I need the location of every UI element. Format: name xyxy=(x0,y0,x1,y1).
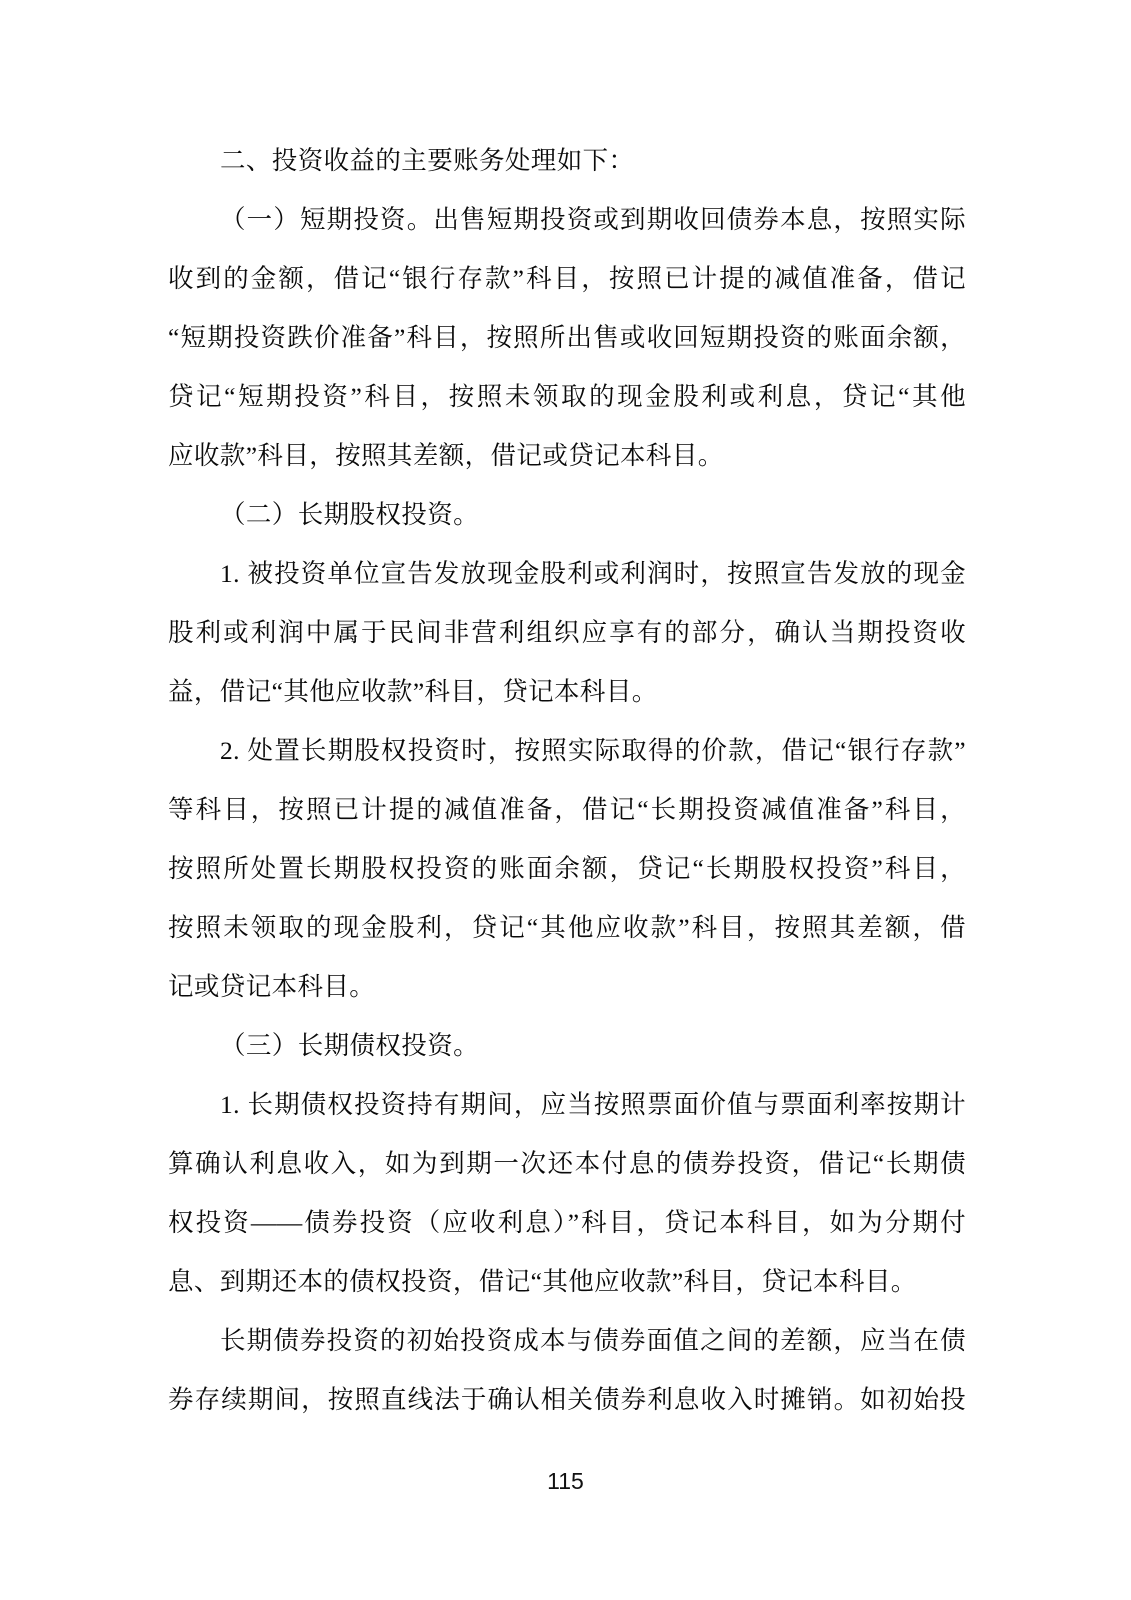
text-line: 长期债券投资的初始投资成本与债券面值之间的差额，应当在债 xyxy=(220,1326,966,1355)
text-line: 股利或利润中属于民间非营利组织应享有的部分，确认当期投资收 xyxy=(168,618,966,647)
text-line: 按照未领取的现金股利，贷记“其他应收款”科目，按照其差额，借 xyxy=(168,913,966,942)
document-body xyxy=(168,131,966,1429)
text-line: 息、到期还本的债权投资，借记“其他应收款”科目，贷记本科目。 xyxy=(168,1267,917,1296)
text-line: 二、投资收益的主要账务处理如下： xyxy=(220,146,635,175)
page-footer xyxy=(0,1468,1131,1495)
text-line: （三）长期债权投资。 xyxy=(220,1031,480,1060)
text-line: 益，借记“其他应收款”科目，贷记本科目。 xyxy=(168,677,658,706)
text-line: 收到的金额，借记“银行存款”科目，按照已计提的减值准备，借记 xyxy=(168,264,966,293)
text-line: 1. 长期债权投资持有期间，应当按照票面价值与票面利率按期计 xyxy=(220,1090,966,1119)
text-line: 权投资——债券投资（应收利息）”科目，贷记本科目，如为分期付 xyxy=(168,1208,966,1237)
text-line: 记或贷记本科目。 xyxy=(168,972,376,1001)
text-line: 2. 处置长期股权投资时，按照实际取得的价款，借记“银行存款” xyxy=(220,736,966,765)
page-number: 115 xyxy=(547,1468,584,1494)
text-line: 券存续期间，按照直线法于确认相关债券利息收入时摊销。如初始投 xyxy=(168,1385,966,1414)
text-line: “短期投资跌价准备”科目，按照所出售或收回短期投资的账面余额， xyxy=(168,323,966,352)
text-line: 等科目，按照已计提的减值准备，借记“长期投资减值准备”科目， xyxy=(168,795,966,824)
text-line: 应收款”科目，按照其差额，借记或贷记本科目。 xyxy=(168,441,724,470)
text-line: 按照所处置长期股权投资的账面余额，贷记“长期股权投资”科目， xyxy=(168,854,966,883)
text-line: 1. 被投资单位宣告发放现金股利或利润时，按照宣告发放的现金 xyxy=(220,559,966,588)
text-line: 贷记“短期投资”科目，按照未领取的现金股利或利息，贷记“其他 xyxy=(168,382,966,411)
text-line: 算确认利息收入，如为到期一次还本付息的债券投资，借记“长期债 xyxy=(168,1149,966,1178)
text-line: （一）短期投资。出售短期投资或到期收回债券本息，按照实际 xyxy=(220,205,966,234)
text-line: （二）长期股权投资。 xyxy=(220,500,480,529)
